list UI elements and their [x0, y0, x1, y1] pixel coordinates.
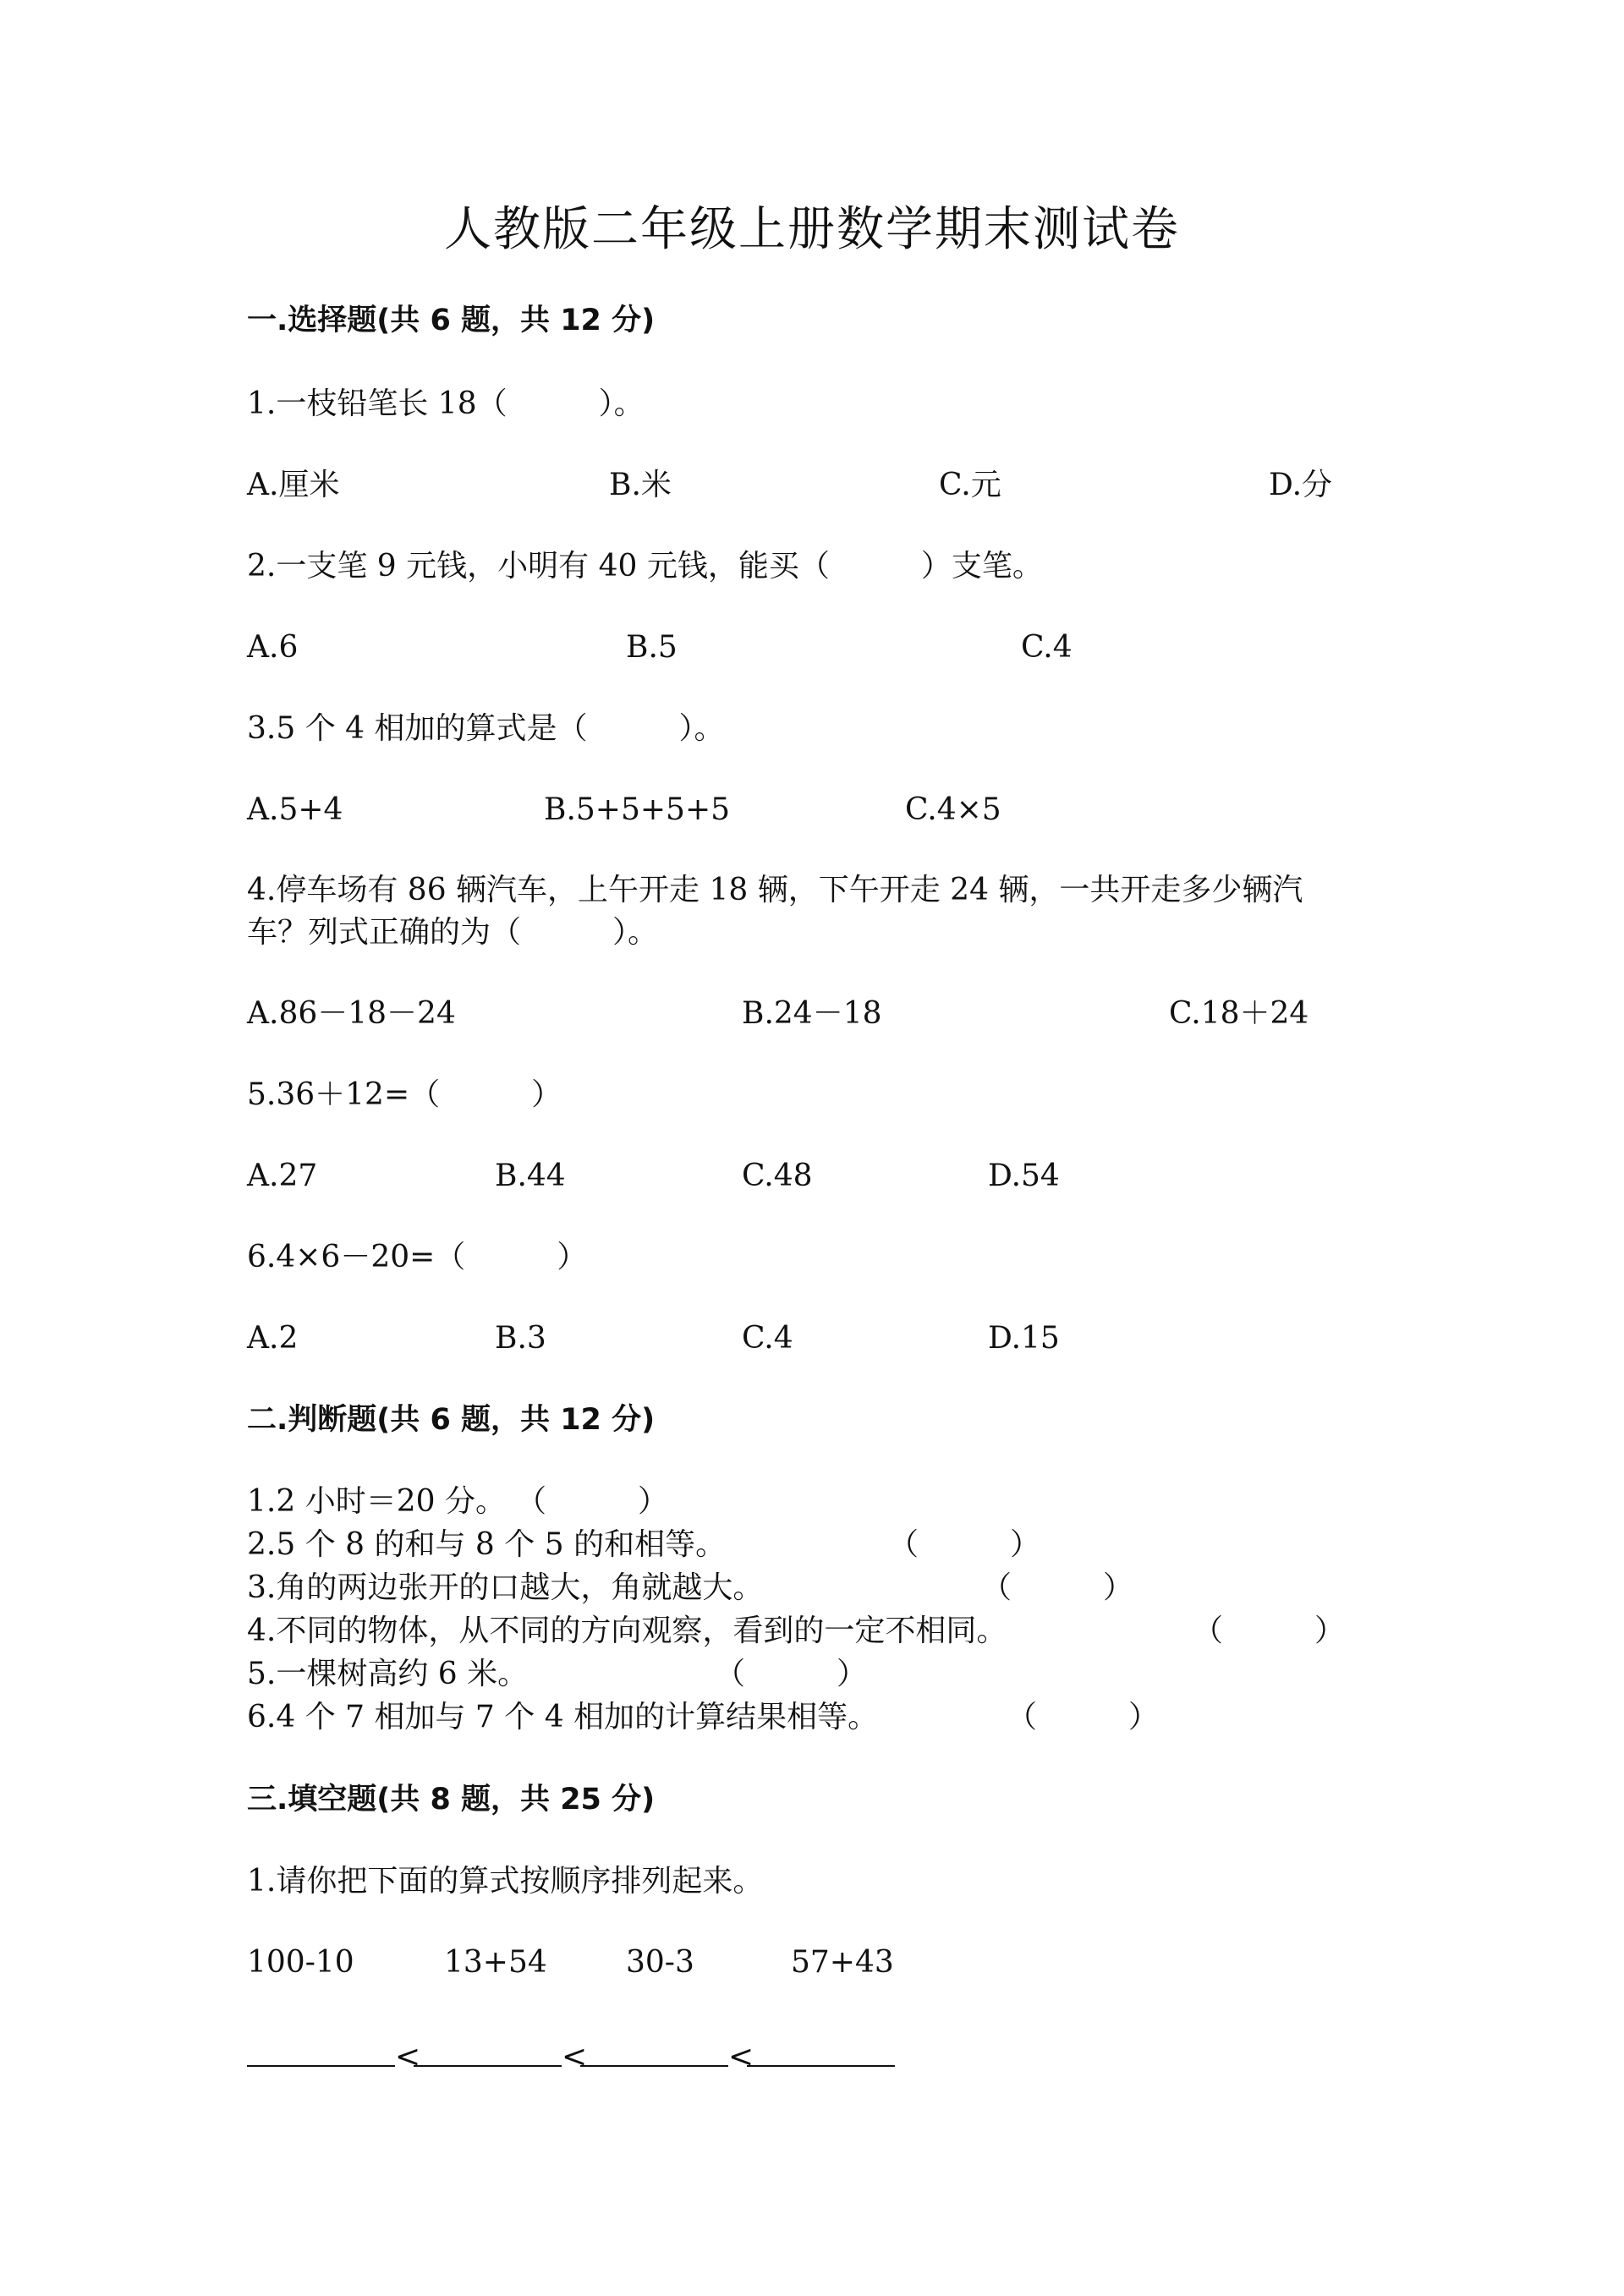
section-heading-choice: 一.选择题(共 6 题，共 12 分) [247, 304, 656, 337]
judge-question: 5.一棵树高约 6 米。 [247, 1657, 529, 1691]
answer-paren: （ ） [1007, 1700, 1160, 1734]
less-than-sign: < [395, 2040, 421, 2074]
option: A.5+4 [247, 792, 343, 827]
option: D.54 [988, 1159, 1060, 1193]
answer-paren: （ ） [1193, 1614, 1346, 1648]
answer-paren: （ ） [981, 1570, 1134, 1605]
judge-question: 1.2 小时＝20 分。 [247, 1484, 506, 1519]
answer-paren: （ ） [888, 1527, 1041, 1562]
option: B.5+5+5+5 [544, 792, 731, 827]
question-text: 6.4×6－20=（ ） [247, 1240, 588, 1274]
ordering-blanks [247, 2036, 895, 2079]
section-heading-judge: 二.判断题(共 6 题，共 12 分) [247, 1403, 656, 1437]
option: A.2 [247, 1321, 299, 1356]
less-than-sign: < [728, 2040, 754, 2074]
option: C.4 [1021, 630, 1073, 665]
question-text-cont: 车？列式正确的为（ ）。 [247, 915, 659, 950]
expression: 57+43 [791, 1945, 894, 1980]
expression: 100-10 [247, 1945, 354, 1980]
question-text: 4.停车场有 86 辆汽车，上午开走 18 辆，下午开走 24 辆，一共开走多少辆汽 [247, 873, 1303, 907]
option: D.15 [988, 1321, 1060, 1356]
answer-paren: （ ） [715, 1657, 868, 1691]
option: B.5 [626, 630, 678, 665]
option: A.厘米 [247, 468, 340, 502]
expression: 30-3 [626, 1945, 694, 1980]
judge-question: 4.不同的物体，从不同的方向观察，看到的一定不相同。 [247, 1614, 1007, 1648]
question-text: 5.36＋12=（ ） [247, 1077, 562, 1112]
option: C.4×5 [905, 792, 1001, 827]
blank-line[interactable] [580, 2040, 728, 2067]
option: A.86－18－24 [247, 996, 456, 1031]
option: C.48 [742, 1159, 813, 1193]
blank-line[interactable] [747, 2040, 895, 2067]
question-text: 2.一支笔 9 元钱，小明有 40 元钱，能买（ ）支笔。 [247, 549, 1043, 584]
option: B.44 [495, 1159, 566, 1193]
option: C.4 [742, 1321, 793, 1356]
question-text: 3.5 个 4 相加的算式是（ ）。 [247, 711, 725, 746]
option: D.分 [1269, 468, 1333, 502]
judge-question: 3.角的两边张开的口越大，角就越大。 [247, 1570, 764, 1605]
option: A.27 [247, 1159, 318, 1193]
judge-question: 2.5 个 8 的和与 8 个 5 的和相等。 [247, 1527, 727, 1562]
option: B.米 [609, 468, 672, 502]
blank-line[interactable] [247, 2040, 395, 2067]
judge-question: 6.4 个 7 相加与 7 个 4 相加的计算结果相等。 [247, 1700, 879, 1734]
question-text: 1.请你把下面的算式按顺序排列起来。 [247, 1864, 764, 1899]
expression: 13+54 [444, 1945, 547, 1980]
option: C.元 [939, 468, 1001, 502]
page-title: 人教版二年级上册数学期末测试卷 [444, 202, 1180, 257]
option: A.6 [247, 630, 299, 665]
blank-line[interactable] [414, 2040, 562, 2067]
answer-paren: （ ） [516, 1484, 669, 1519]
less-than-sign: < [562, 2040, 588, 2074]
question-text: 1.一枝铅笔长 18（ ）。 [247, 386, 645, 421]
option: B.24－18 [742, 996, 882, 1031]
option: C.18＋24 [1169, 996, 1309, 1031]
option: B.3 [495, 1321, 546, 1356]
section-heading-fill: 三.填空题(共 8 题，共 25 分) [247, 1783, 656, 1817]
